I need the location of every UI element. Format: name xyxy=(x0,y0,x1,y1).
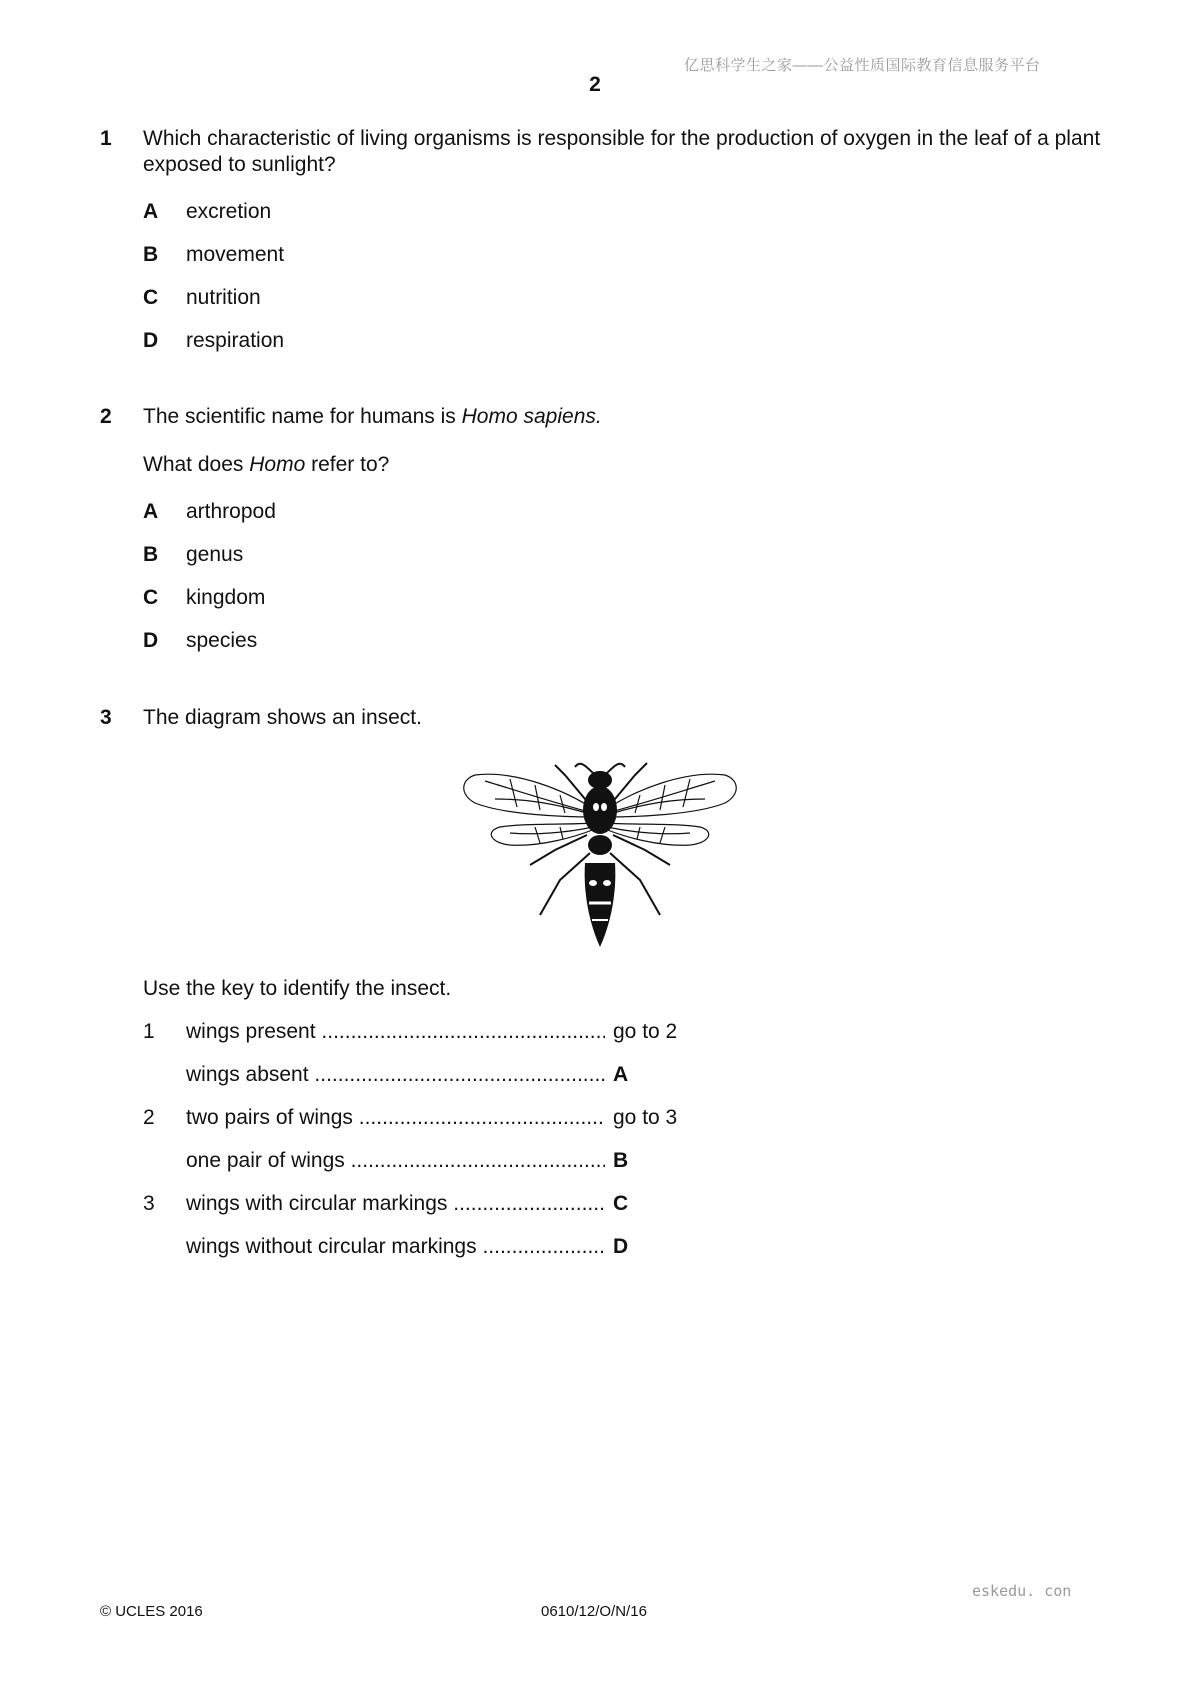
key-result: C xyxy=(613,1192,629,1215)
option-letter: A xyxy=(143,500,159,523)
option-a xyxy=(143,199,271,225)
footer-code: 0610/12/O/N/16 xyxy=(541,1603,647,1620)
option-text: arthropod xyxy=(186,500,276,523)
option-text: nutrition xyxy=(186,286,261,309)
key-description: wings with circular markings ..... xyxy=(186,1192,605,1216)
option-text: movement xyxy=(186,243,285,266)
option-text: species xyxy=(186,629,258,652)
option-letter: C xyxy=(143,286,159,309)
option-letter: D xyxy=(143,329,159,352)
key-result: go to 2 xyxy=(613,1020,678,1043)
genus-term: Homo xyxy=(249,453,306,476)
insect-diagram xyxy=(455,755,745,950)
option-letter: B xyxy=(143,243,159,266)
option-letter: B xyxy=(143,543,159,566)
question-subtext: What does Homo refer to? xyxy=(143,453,390,476)
option-d xyxy=(143,328,284,354)
question-number: 1 xyxy=(100,127,112,150)
key-result: D xyxy=(613,1235,629,1258)
option-letter: C xyxy=(143,586,159,609)
page-number: 2 xyxy=(589,73,601,96)
key-result: go to 3 xyxy=(613,1106,678,1129)
option-c xyxy=(143,585,265,611)
option-text: excretion xyxy=(186,200,272,223)
option-text: genus xyxy=(186,543,244,566)
key-number: 3 xyxy=(143,1192,155,1215)
key-result: B xyxy=(613,1149,629,1172)
question-text: The scientific name for humans is Homo sapiens. xyxy=(143,405,602,428)
option-letter: A xyxy=(143,200,159,223)
option-d xyxy=(143,628,257,654)
key-number: 2 xyxy=(143,1106,155,1129)
key-description: wings without circular markings ..... xyxy=(186,1235,605,1259)
key-number: 1 xyxy=(143,1020,155,1043)
scientific-name: Homo sapiens. xyxy=(461,405,602,428)
option-text: respiration xyxy=(186,329,285,352)
question-number: 3 xyxy=(100,706,112,729)
option-text: kingdom xyxy=(186,586,266,609)
question-text: The diagram shows an insect. xyxy=(143,706,422,729)
question-number: 2 xyxy=(100,405,112,428)
watermark-bottom: eskedu. con xyxy=(972,1582,1072,1600)
key-description: wings present ..... xyxy=(186,1020,605,1044)
option-a xyxy=(143,499,276,525)
option-b xyxy=(143,542,243,568)
key-result: A xyxy=(613,1063,629,1086)
question-text: Which characteristic of living organisms is responsible for the production of oxygen in the leaf of a plant exposed to sunlight? xyxy=(143,127,1101,176)
watermark-top: 亿思科学生之家——公益性质国际教育信息服务平台 xyxy=(684,57,1041,74)
key-description: wings absent ..... xyxy=(186,1063,605,1087)
option-c xyxy=(143,285,261,311)
footer-copyright: © UCLES 2016 xyxy=(100,1603,203,1620)
key-description: two pairs of wings ..... xyxy=(186,1106,605,1130)
option-b xyxy=(143,242,284,268)
key-description: one pair of wings ..... xyxy=(186,1149,605,1173)
option-letter: D xyxy=(143,629,159,652)
